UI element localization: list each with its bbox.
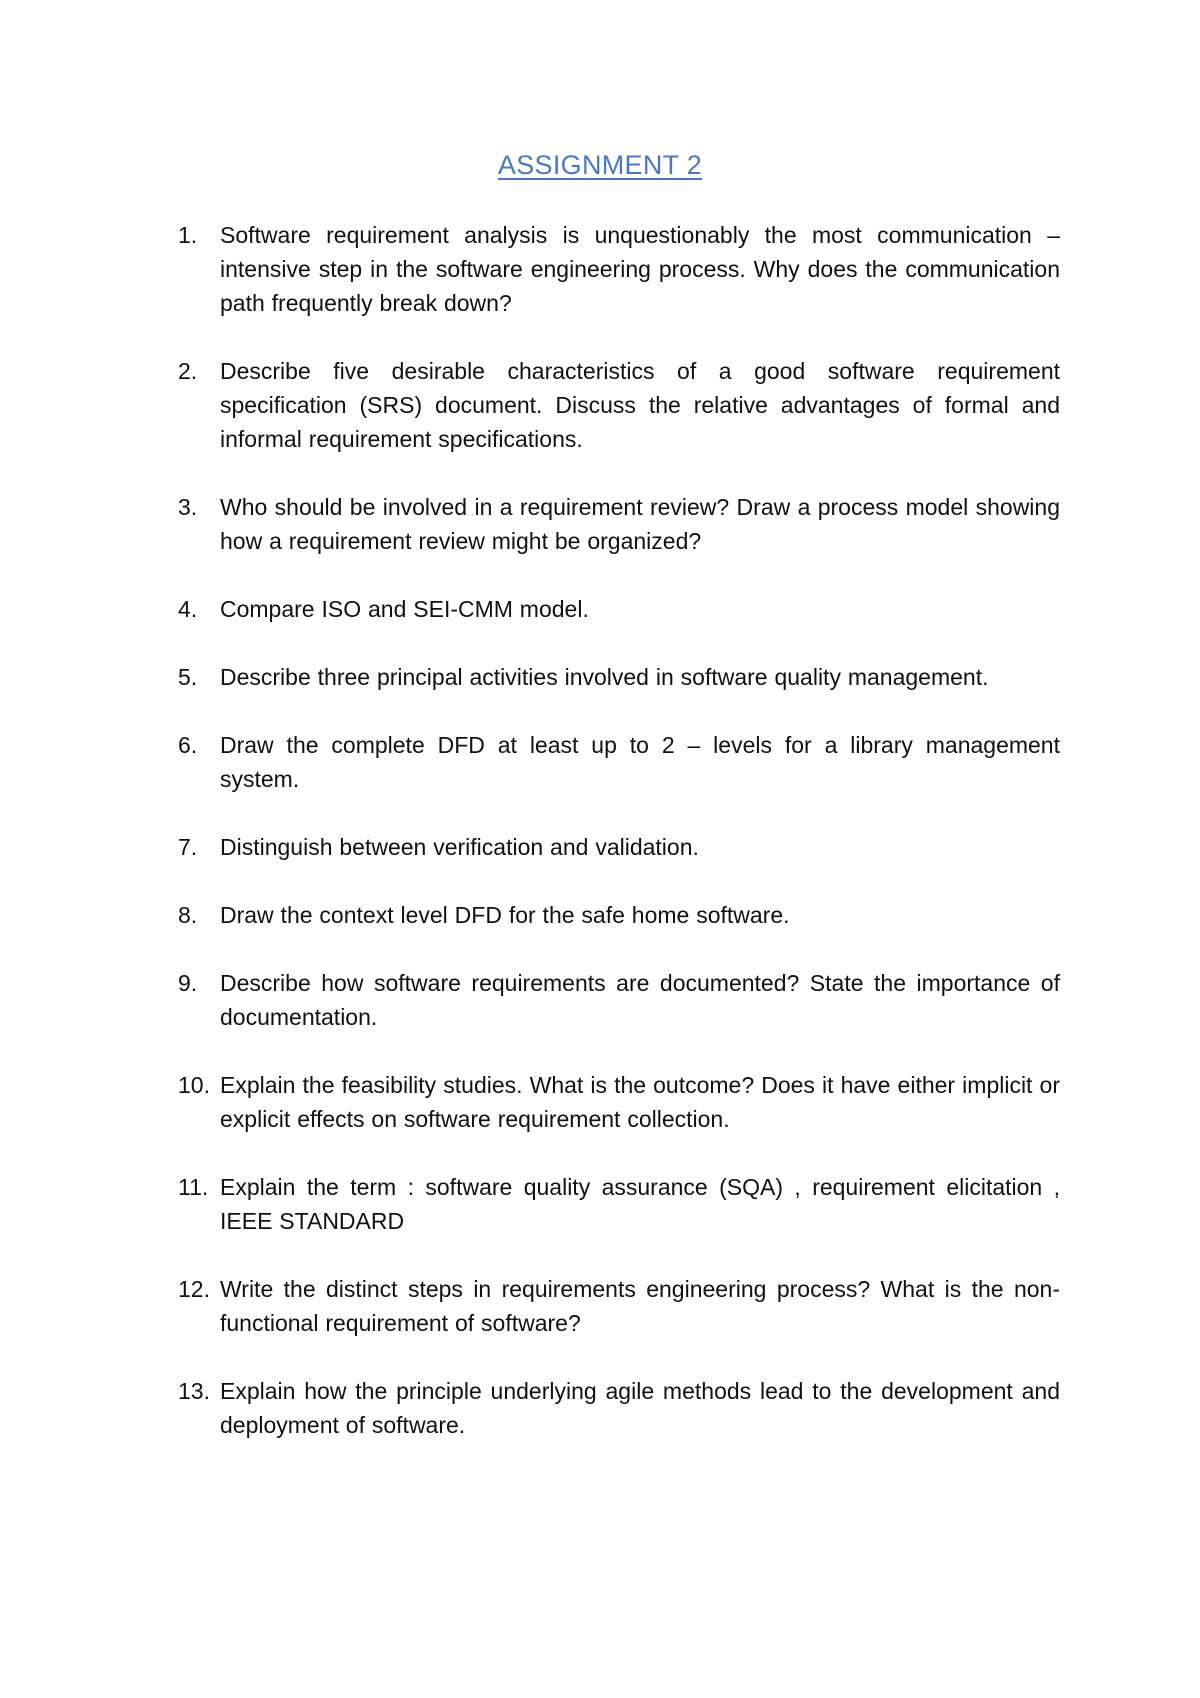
question-item xyxy=(0,966,1200,1034)
question-number: 9. xyxy=(178,970,198,996)
question-text: Explain the term : software quality assurance (SQA) , requirement elicitation , IEEE STANDARD xyxy=(220,1174,1060,1234)
question-number: 13. xyxy=(178,1378,210,1404)
question-item xyxy=(0,1068,1200,1136)
question-number: 8. xyxy=(178,902,198,928)
question-number: 4. xyxy=(178,596,198,622)
question-text: Distinguish between verification and validation. xyxy=(220,834,699,860)
question-list xyxy=(0,218,1200,1476)
question-item xyxy=(0,1374,1200,1442)
question-text: Write the distinct steps in requirements engineering process? What is the non-functional requirement of software? xyxy=(220,1276,1060,1336)
question-text: Draw the complete DFD at least up to 2 – levels for a library management system. xyxy=(220,732,1060,792)
question-number: 12. xyxy=(178,1276,210,1302)
document-title: ASSIGNMENT 2 xyxy=(497,150,703,180)
question-text: Who should be involved in a requirement review? Draw a process model showing how a requirement review might be organized? xyxy=(220,494,1060,554)
question-item xyxy=(0,898,1200,932)
question-text: Describe three principal activities involved in software quality management. xyxy=(220,664,989,690)
question-number: 7. xyxy=(178,834,198,860)
question-item xyxy=(0,1170,1200,1238)
question-number: 11. xyxy=(178,1174,209,1200)
question-text: Draw the context level DFD for the safe home software. xyxy=(220,902,790,928)
question-item xyxy=(0,660,1200,694)
question-number: 5. xyxy=(178,664,198,690)
question-item xyxy=(0,728,1200,796)
question-item xyxy=(0,218,1200,320)
question-text: Explain the feasibility studies. What is the outcome? Does it have either implicit or explicit effects on software requirement collection. xyxy=(220,1072,1060,1132)
question-item xyxy=(0,354,1200,456)
question-text: Describe five desirable characteristics of a good software requirement specification (SRS) document. Discuss the relative advantages of formal and informal requirement specifications. xyxy=(220,358,1060,452)
question-item xyxy=(0,490,1200,558)
question-number: 3. xyxy=(178,494,198,520)
question-number: 1. xyxy=(178,222,198,248)
question-text: Describe how software requirements are documented? State the importance of documentation. xyxy=(220,970,1060,1030)
question-text: Explain how the principle underlying agile methods lead to the development and deployment of software. xyxy=(220,1378,1060,1438)
question-number: 2. xyxy=(178,358,198,384)
question-number: 6. xyxy=(178,732,198,758)
question-text: Software requirement analysis is unquestionably the most communication – intensive step in the software engineering process. Why does the communication path frequently break down? xyxy=(220,222,1060,316)
question-item xyxy=(0,592,1200,626)
question-text: Compare ISO and SEI-CMM model. xyxy=(220,596,589,622)
question-number: 10. xyxy=(178,1072,210,1098)
question-item xyxy=(0,830,1200,864)
question-item xyxy=(0,1272,1200,1340)
